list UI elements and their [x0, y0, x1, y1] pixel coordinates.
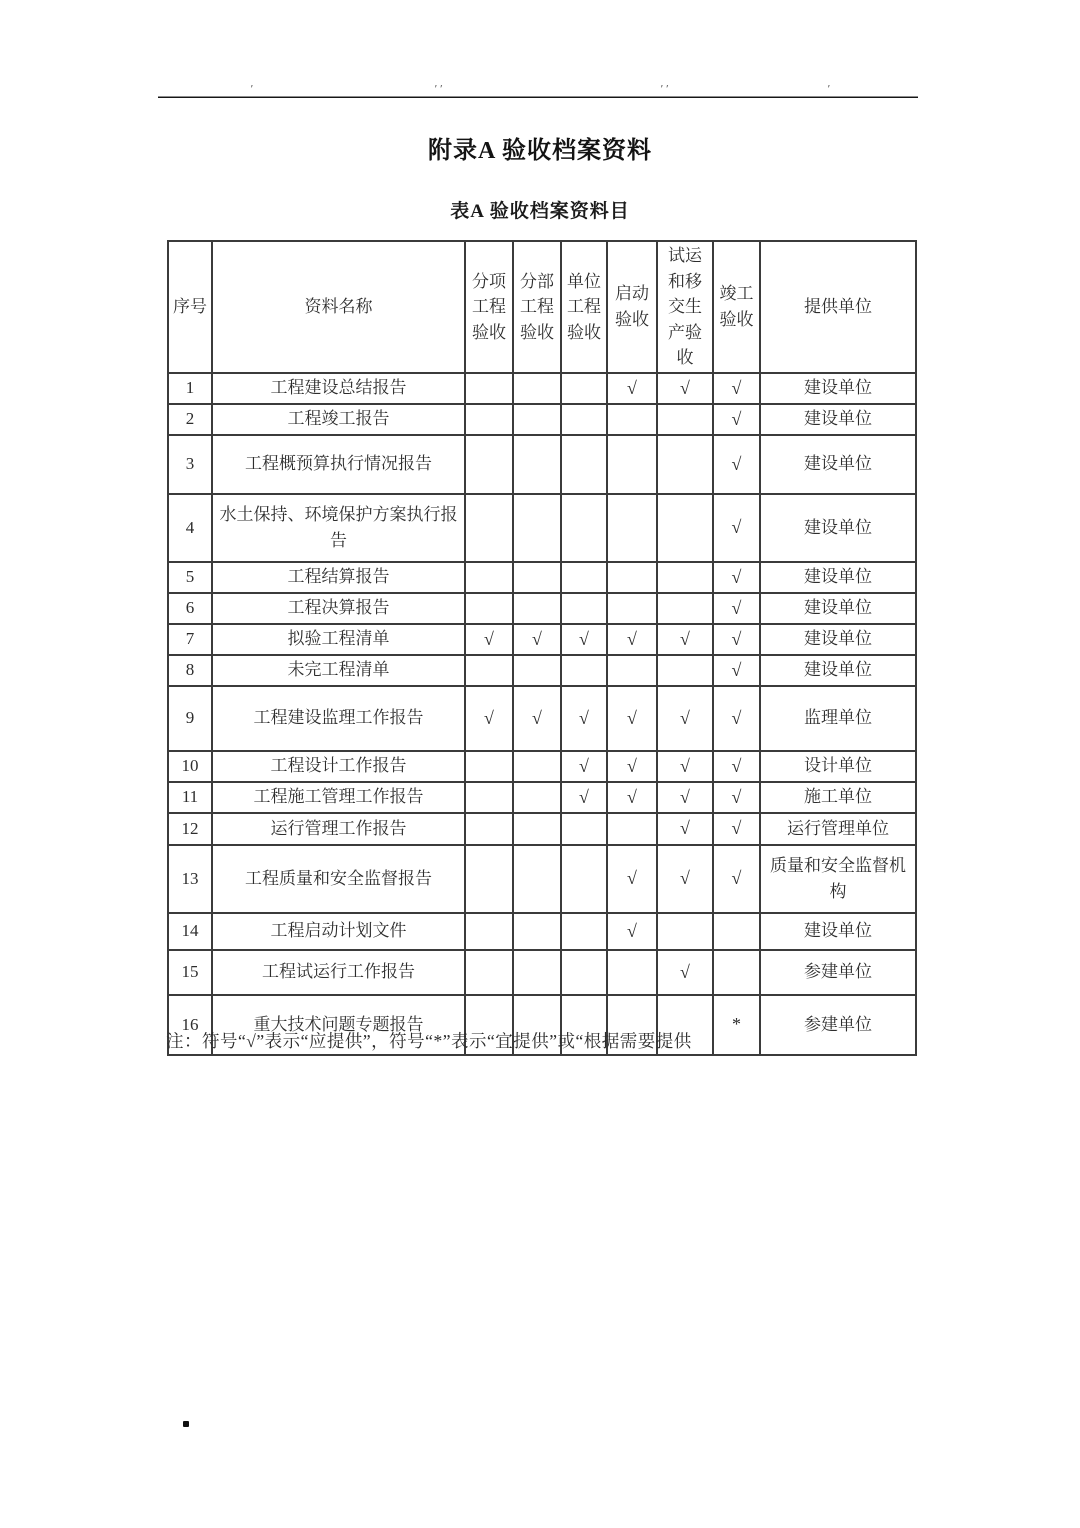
- check-cell: [465, 373, 513, 404]
- check-cell: √: [713, 655, 760, 686]
- col-header-7: 竣工验收: [713, 241, 760, 373]
- check-cell: [513, 562, 561, 593]
- check-cell: [657, 913, 713, 950]
- check-cell: [465, 494, 513, 562]
- check-cell: √: [607, 913, 657, 950]
- check-cell: √: [657, 950, 713, 995]
- check-cell: [465, 950, 513, 995]
- check-cell: [465, 404, 513, 435]
- check-cell: √: [607, 845, 657, 913]
- col-header-0: 序号: [168, 241, 212, 373]
- check-cell: [513, 913, 561, 950]
- scan-artifact-mark: ’’: [660, 83, 671, 96]
- table-row: [168, 845, 916, 913]
- check-cell: √: [607, 751, 657, 782]
- material-name: 重大技术问题专题报告: [212, 995, 465, 1055]
- header-rule: [158, 96, 918, 98]
- check-cell: √: [713, 845, 760, 913]
- check-cell: [607, 655, 657, 686]
- col-header-2: 分项工程验收: [465, 241, 513, 373]
- check-cell: [561, 593, 607, 624]
- table-row: [168, 913, 916, 950]
- check-cell: [513, 373, 561, 404]
- check-cell: √: [657, 845, 713, 913]
- check-cell: √: [513, 624, 561, 655]
- provider-cell: 建设单位: [760, 624, 916, 655]
- check-cell: [657, 494, 713, 562]
- row-no: 15: [168, 950, 212, 995]
- check-cell: [657, 562, 713, 593]
- check-cell: [465, 655, 513, 686]
- check-cell: [561, 494, 607, 562]
- check-cell: √: [657, 782, 713, 813]
- material-name: 工程结算报告: [212, 562, 465, 593]
- provider-cell: 建设单位: [760, 494, 916, 562]
- check-cell: [513, 593, 561, 624]
- material-name: 工程竣工报告: [212, 404, 465, 435]
- material-name: 工程施工管理工作报告: [212, 782, 465, 813]
- check-cell: √: [513, 686, 561, 751]
- check-cell: [513, 950, 561, 995]
- table-row: [168, 782, 916, 813]
- check-cell: [465, 782, 513, 813]
- row-no: 9: [168, 686, 212, 751]
- row-no: 5: [168, 562, 212, 593]
- page-title: 附录A 验收档案资料: [427, 138, 652, 164]
- material-name: 工程质量和安全监督报告: [212, 845, 465, 913]
- table-row: [168, 562, 916, 593]
- row-no: 12: [168, 813, 212, 845]
- check-cell: √: [465, 686, 513, 751]
- col-header-3: 分部工程验收: [513, 241, 561, 373]
- col-header-8: 提供单位: [760, 241, 916, 373]
- check-cell: [713, 950, 760, 995]
- check-cell: [513, 435, 561, 494]
- row-no: 3: [168, 435, 212, 494]
- check-cell: √: [465, 624, 513, 655]
- check-cell: √: [713, 404, 760, 435]
- material-name: 工程概预算执行情况报告: [212, 435, 465, 494]
- provider-cell: 运行管理单位: [760, 813, 916, 845]
- row-no: 2: [168, 404, 212, 435]
- scan-artifact-dot: [183, 1421, 189, 1427]
- check-cell: [561, 950, 607, 995]
- check-cell: [657, 593, 713, 624]
- provider-cell: 参建单位: [760, 995, 916, 1055]
- check-cell: [607, 950, 657, 995]
- check-cell: √: [561, 751, 607, 782]
- check-cell: √: [713, 373, 760, 404]
- row-no: 16: [168, 995, 212, 1055]
- col-header-4: 单位工程验收: [561, 241, 607, 373]
- check-cell: [657, 435, 713, 494]
- col-header-6: 试运和移交生产验收: [657, 241, 713, 373]
- row-no: 6: [168, 593, 212, 624]
- check-cell: √: [713, 624, 760, 655]
- check-cell: [561, 435, 607, 494]
- check-cell: [465, 562, 513, 593]
- provider-cell: 建设单位: [760, 913, 916, 950]
- check-cell: [513, 751, 561, 782]
- provider-cell: 建设单位: [760, 435, 916, 494]
- provider-cell: 建设单位: [760, 593, 916, 624]
- check-cell: √: [607, 686, 657, 751]
- material-name: 工程建设监理工作报告: [212, 686, 465, 751]
- table-caption: 表A 验收档案资料目: [450, 201, 630, 222]
- check-cell: [513, 813, 561, 845]
- provider-cell: 监理单位: [760, 686, 916, 751]
- row-no: 1: [168, 373, 212, 404]
- check-cell: [561, 845, 607, 913]
- row-no: 4: [168, 494, 212, 562]
- table-row: [168, 686, 916, 751]
- check-cell: √: [713, 435, 760, 494]
- check-cell: √: [607, 624, 657, 655]
- check-cell: [465, 751, 513, 782]
- row-no: 10: [168, 751, 212, 782]
- check-cell: √: [657, 624, 713, 655]
- provider-cell: 建设单位: [760, 562, 916, 593]
- material-name: 工程试运行工作报告: [212, 950, 465, 995]
- check-cell: *: [713, 995, 760, 1055]
- check-cell: [607, 562, 657, 593]
- table-row: [168, 494, 916, 562]
- check-cell: [657, 404, 713, 435]
- provider-cell: 质量和安全监督机构: [760, 845, 916, 913]
- check-cell: √: [713, 751, 760, 782]
- table-row: [168, 751, 916, 782]
- check-cell: √: [713, 813, 760, 845]
- check-cell: [561, 404, 607, 435]
- check-cell: √: [713, 494, 760, 562]
- table-row: [168, 655, 916, 686]
- check-cell: √: [561, 624, 607, 655]
- scan-artifact-mark: ’’: [434, 83, 445, 96]
- check-cell: [513, 782, 561, 813]
- table-row: [168, 950, 916, 995]
- scan-artifact-mark: ’: [827, 83, 833, 96]
- check-cell: [513, 845, 561, 913]
- check-cell: [607, 404, 657, 435]
- check-cell: [713, 913, 760, 950]
- check-cell: √: [657, 813, 713, 845]
- table-header-row: [168, 241, 916, 373]
- row-no: 7: [168, 624, 212, 655]
- row-no: 13: [168, 845, 212, 913]
- check-cell: [465, 845, 513, 913]
- provider-cell: 施工单位: [760, 782, 916, 813]
- check-cell: [513, 404, 561, 435]
- footnote: 注：符号“√”表示“应提供”，符号“*”表示“宜提供”或“根据需要提供: [166, 1031, 692, 1051]
- check-cell: [513, 655, 561, 686]
- table-row: [168, 813, 916, 845]
- col-header-1: 资料名称: [212, 241, 465, 373]
- check-cell: √: [713, 593, 760, 624]
- material-name: 水土保持、环境保护方案执行报告: [212, 494, 465, 562]
- row-no: 14: [168, 913, 212, 950]
- check-cell: [465, 593, 513, 624]
- check-cell: [561, 913, 607, 950]
- check-cell: √: [607, 782, 657, 813]
- check-cell: [607, 593, 657, 624]
- check-cell: √: [561, 782, 607, 813]
- check-cell: [561, 655, 607, 686]
- provider-cell: 设计单位: [760, 751, 916, 782]
- material-name: 未完工程清单: [212, 655, 465, 686]
- table-row: [168, 373, 916, 404]
- check-cell: √: [657, 373, 713, 404]
- row-no: 8: [168, 655, 212, 686]
- check-cell: √: [607, 373, 657, 404]
- check-cell: [561, 813, 607, 845]
- check-cell: [465, 435, 513, 494]
- material-name: 工程启动计划文件: [212, 913, 465, 950]
- table-row: [168, 624, 916, 655]
- check-cell: [465, 813, 513, 845]
- check-cell: [657, 655, 713, 686]
- provider-cell: 参建单位: [760, 950, 916, 995]
- check-cell: √: [713, 562, 760, 593]
- check-cell: [607, 435, 657, 494]
- table-body: [168, 373, 916, 1055]
- table-row: [168, 435, 916, 494]
- check-cell: √: [657, 751, 713, 782]
- acceptance-archive-table: [167, 240, 917, 1056]
- check-cell: [561, 562, 607, 593]
- check-cell: √: [713, 782, 760, 813]
- material-name: 工程决算报告: [212, 593, 465, 624]
- check-cell: [561, 373, 607, 404]
- provider-cell: 建设单位: [760, 655, 916, 686]
- check-cell: [513, 494, 561, 562]
- table-row: [168, 593, 916, 624]
- material-name: 运行管理工作报告: [212, 813, 465, 845]
- material-name: 工程设计工作报告: [212, 751, 465, 782]
- table-row: [168, 404, 916, 435]
- scan-artifact-mark: ’: [250, 83, 256, 96]
- check-cell: √: [713, 686, 760, 751]
- check-cell: √: [561, 686, 607, 751]
- check-cell: [607, 494, 657, 562]
- provider-cell: 建设单位: [760, 373, 916, 404]
- check-cell: [465, 913, 513, 950]
- row-no: 11: [168, 782, 212, 813]
- material-name: 工程建设总结报告: [212, 373, 465, 404]
- col-header-5: 启动验收: [607, 241, 657, 373]
- provider-cell: 建设单位: [760, 404, 916, 435]
- check-cell: [607, 813, 657, 845]
- material-name: 拟验工程清单: [212, 624, 465, 655]
- check-cell: √: [657, 686, 713, 751]
